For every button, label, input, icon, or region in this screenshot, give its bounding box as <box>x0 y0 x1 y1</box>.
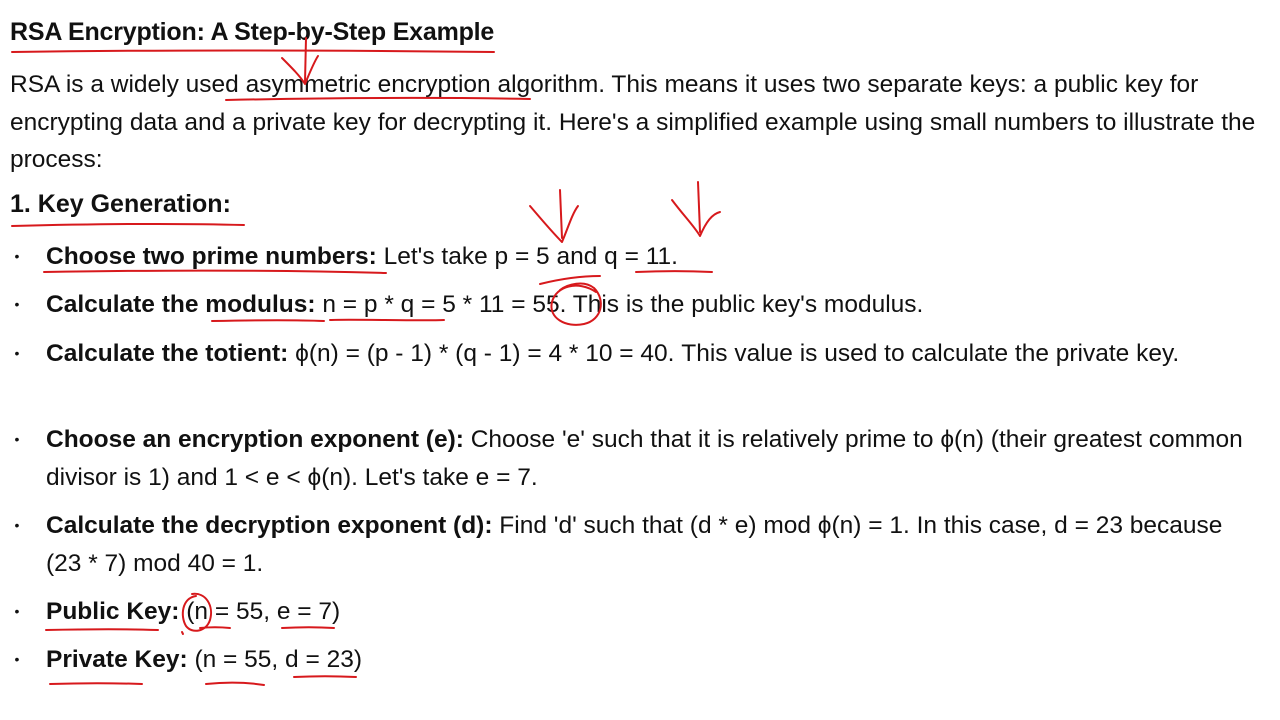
bullet-totient <box>10 335 1272 373</box>
intro-paragraph: RSA is a widely used asymmetric encryption algorithm. This means it uses two separate keys: a public key for encrypting data and a private key for decrypting it. Here's a simplified example using small numbers to illustrate the process: <box>10 71 1256 173</box>
bullet-label: Choose two prime numbers: <box>46 243 377 270</box>
bullet-marker: • <box>14 345 20 361</box>
bullet-marker: • <box>14 296 20 312</box>
bullet-label: Calculate the totient: <box>46 340 289 367</box>
bullet-text: Let's take p = 5 and q = 11. <box>376 243 678 270</box>
section-heading-key-generation: 1. Key Generation: <box>10 190 231 218</box>
bullet-text: n = p * q = 5 * 11 = 55. This is the public key's modulus. <box>315 291 924 318</box>
bullet-label: Public Key: <box>46 598 180 625</box>
bullet-text: Find 'd' such that (d * e) mod ϕ(n) = 1. In this case, d = 23 because (23 * 7) mod 40 = 1. <box>46 512 1223 577</box>
bullet-text: ϕ(n) = (p - 1) * (q - 1) = 4 * 10 = 40. This value is used to calculate the private key. <box>288 340 1180 367</box>
bullet-encryption-exponent <box>10 421 1272 496</box>
bullet-marker: • <box>14 517 20 533</box>
bullet-marker: • <box>14 603 20 619</box>
bullet-marker: • <box>14 431 20 447</box>
bullet-label: Calculate the modulus: <box>46 291 316 318</box>
bullet-public-key <box>10 593 1272 631</box>
bullet-marker: • <box>14 248 20 264</box>
bullet-marker: • <box>14 651 20 667</box>
bullet-text: (n = 55, e = 7) <box>179 598 341 625</box>
bullet-text: Choose 'e' such that it is relatively prime to ϕ(n) (their greatest common divisor is 1) and 1 < e < ϕ(n). Let's take e = 7. <box>46 426 1243 491</box>
bullet-modulus <box>10 286 1272 324</box>
bullet-label: Calculate the decryption exponent (d): <box>46 512 493 539</box>
document-page <box>10 0 1272 720</box>
document-title: RSA Encryption: A Step-by-Step Example <box>10 18 495 46</box>
bullet-private-key <box>10 641 1272 679</box>
bullet-text: (n = 55, d = 23) <box>187 646 362 673</box>
bullet-label: Private Key: <box>46 646 188 673</box>
bullet-decryption-exponent <box>10 507 1272 582</box>
bullet-choose-primes <box>10 238 1272 276</box>
bullet-label: Choose an encryption exponent (e): <box>46 426 464 453</box>
